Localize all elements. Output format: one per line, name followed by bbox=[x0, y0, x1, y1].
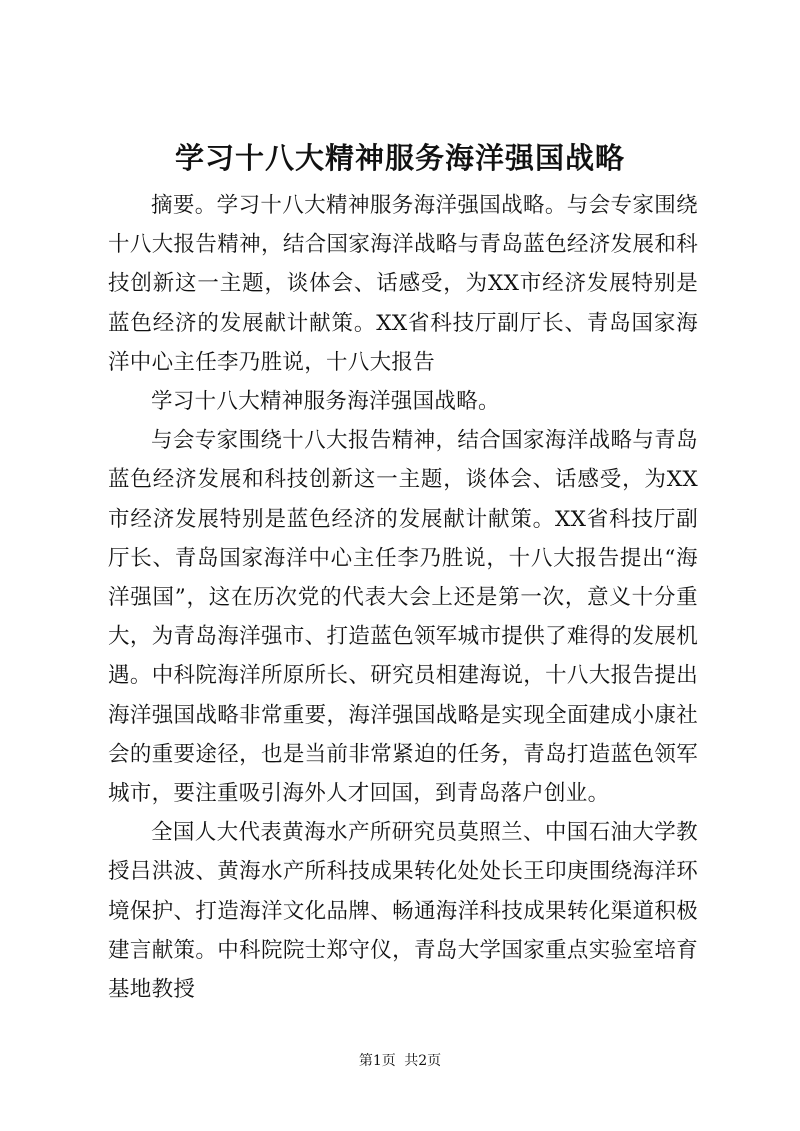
paragraph-representatives: 全国人大代表黄海水产所研究员莫照兰、中国石油大学教授吕洪波、黄海水产所科技成果转化处处长王印庚围绕海洋环境保护、打造海洋文化品牌、畅通海洋科技成果转化渠道积极建言献策。中科院院士郑守仪，青岛大学国家重点实验室培育基地教授 bbox=[108, 820, 698, 1003]
page-number: 第1页 bbox=[358, 1053, 396, 1069]
document-body bbox=[108, 186, 698, 1009]
page-footer bbox=[0, 1051, 800, 1071]
page-total: 共2页 bbox=[404, 1053, 442, 1069]
paragraph-abstract: 摘要。学习十八大精神服务海洋强国战略。与会专家围绕十八大报告精神，结合国家海洋战略与青岛蓝色经济发展和科技创新这一主题，谈体会、话感受，为XX市经济发展特别是蓝色经济的发展献计献策。XX省科技厅副厅长、青岛国家海洋中心主任李乃胜说，十八大报告 bbox=[108, 193, 698, 375]
document-title: 学习十八大精神服务海洋强国战略 bbox=[174, 141, 625, 175]
paragraph-experts: 与会专家围绕十八大报告精神，结合国家海洋战略与青岛蓝色经济发展和科技创新这一主题，谈体会、话感受，为XX市经济发展特别是蓝色经济的发展献计献策。XX省科技厅副厅长、青岛国家海洋中心主任李乃胜说，十八大报告提出“海洋强国”，这在历次党的代表大会上还是第一次，意义十分重大，为青岛海洋强市、打造蓝色领军城市提供了难得的发展机遇。中科院海洋所原所长、研究员相建海说，十八大报告提出海洋强国战略非常重要，海洋强国战略是实现全面建成小康社会的重要途径，也是当前非常紧迫的任务，青岛打造蓝色领军城市，要注重吸引海外人才回国，到青岛落户创业。 bbox=[108, 428, 698, 807]
paragraph-heading-repeat: 学习十八大精神服务海洋强国战略。 bbox=[151, 389, 500, 415]
